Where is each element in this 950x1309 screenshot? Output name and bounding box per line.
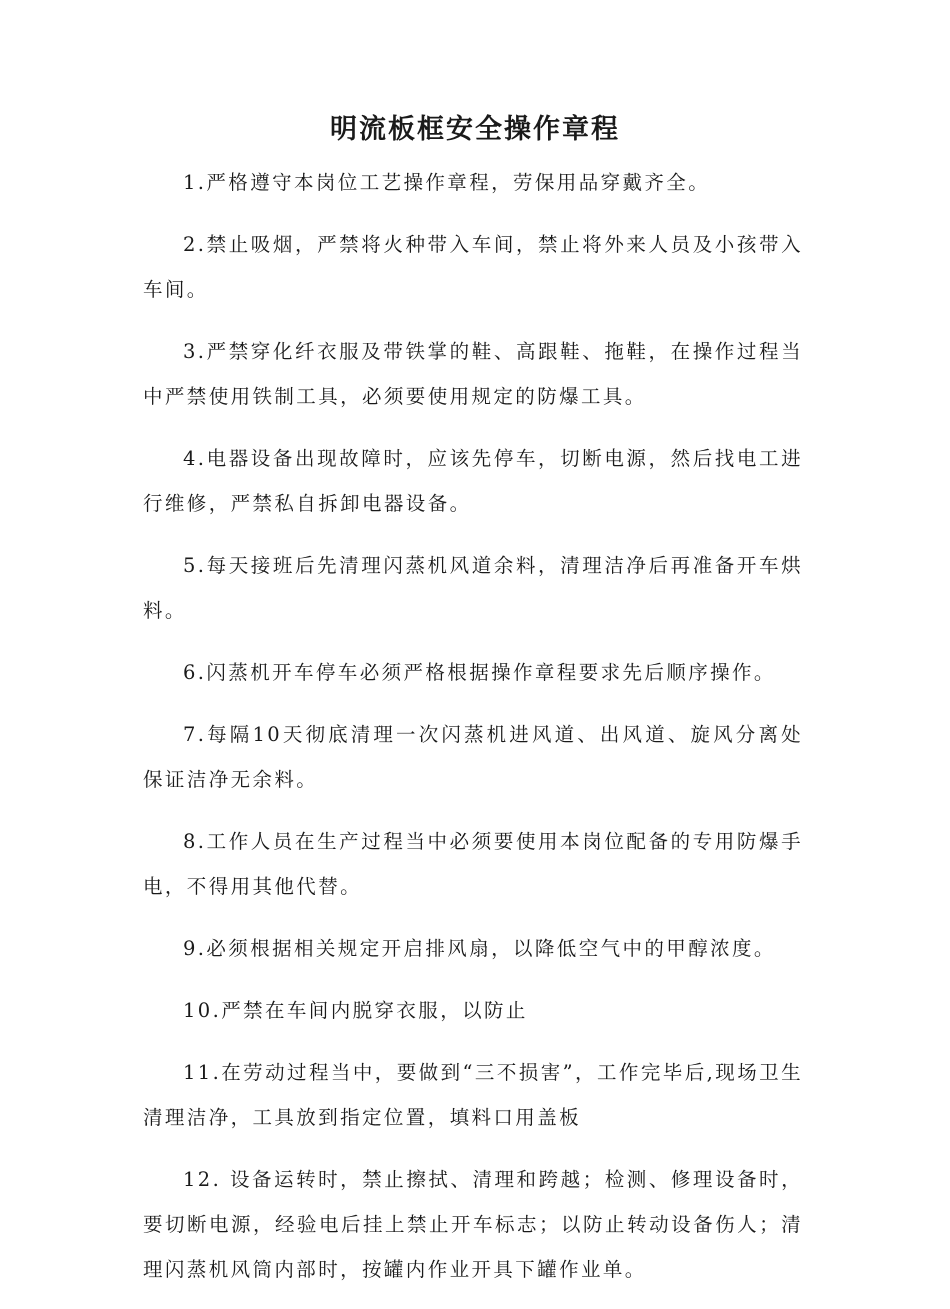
rule-paragraph-12: 12. 设备运转时，禁止擦拭、清理和跨越；检测、修理设备时，要切断电源，经验电后挂上禁止开车标志；以防止转动设备伤人；清理闪蒸机风筒内部时，按罐内作业开具下罐作业单。 [143,1168,803,1281]
rule-paragraph-7: 7.每隔10天彻底清理一次闪蒸机进风道、出风道、旋风分离处保证洁净无余料。 [143,723,803,791]
rule-paragraph-4: 4.电器设备出现故障时，应该先停车，切断电源，然后找电工进行维修，严禁私自拆卸电器设备。 [143,447,803,515]
rule-paragraph-10: 10.严禁在车间内脱穿衣服，以防止 [183,999,528,1022]
rule-paragraph-8: 8.工作人员在生产过程当中必须要使用本岗位配备的专用防爆手电，不得用其他代替。 [143,830,803,898]
rule-paragraph-1: 1.严格遵守本岗位工艺操作章程，劳保用品穿戴齐全。 [183,171,711,194]
document-title: 明流板框安全操作章程 [330,114,620,145]
rule-paragraph-2: 2.禁止吸烟，严禁将火种带入车间，禁止将外来人员及小孩带入车间。 [143,233,803,301]
rule-paragraph-11: 11.在劳动过程当中，要做到“三不损害”，工作完毕后,现场卫生清理洁净，工具放到指定位置，填料口用盖板 [143,1061,803,1129]
rule-paragraph-3: 3.严禁穿化纤衣服及带铁掌的鞋、高跟鞋、拖鞋，在操作过程当中严禁使用铁制工具，必须要使用规定的防爆工具。 [143,340,803,408]
rule-paragraph-5: 5.每天接班后先清理闪蒸机风道余料，清理洁净后再准备开车烘料。 [143,554,803,622]
rule-paragraph-9: 9.必须根据相关规定开启排风扇，以降低空气中的甲醇浓度。 [183,937,776,960]
document-body [143,160,803,1309]
rule-paragraph-6: 6.闪蒸机开车停车必须严格根据操作章程要求先后顺序操作。 [183,661,776,684]
